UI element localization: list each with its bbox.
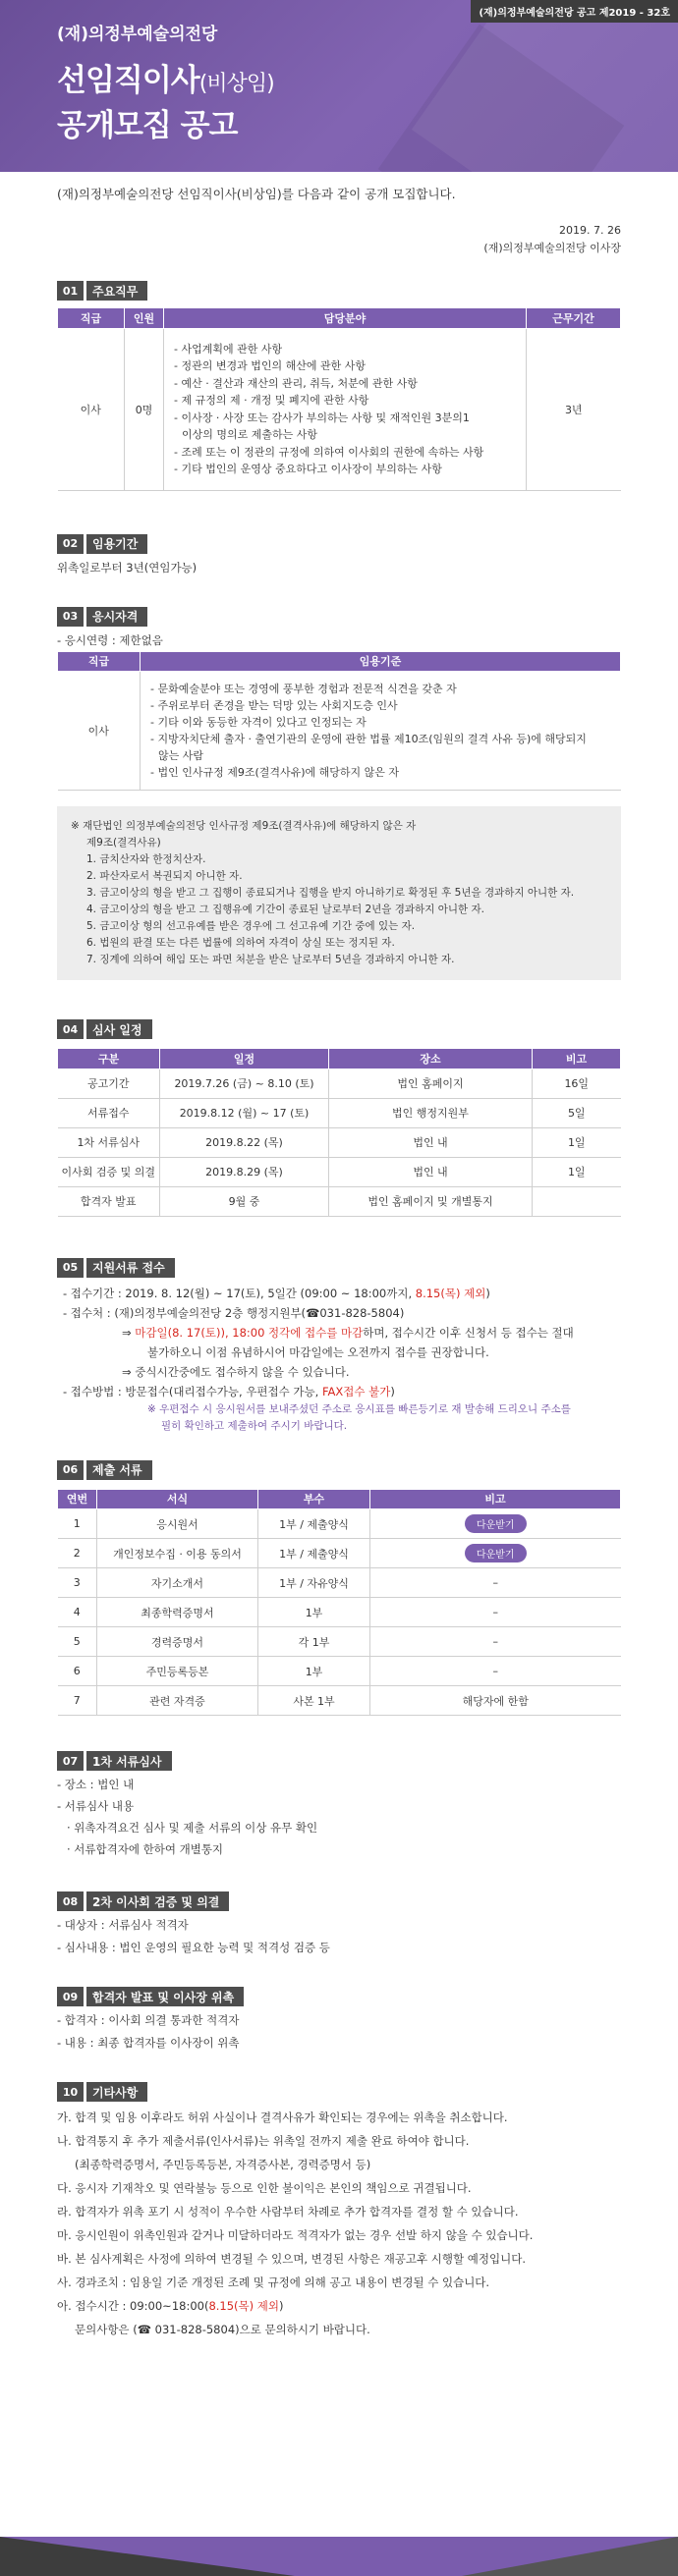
table-cell: 1부 xyxy=(258,1598,370,1627)
decor-shape xyxy=(0,2537,295,2576)
table-cell: 1부 / 자유양식 xyxy=(258,1568,370,1598)
col-header: 비고 xyxy=(533,1049,621,1069)
list-item: 라. 합격자가 위촉 포기 시 성적이 우수한 사람부터 차례로 추가 합격자를 결정 할 수 있습니다. xyxy=(57,2205,519,2219)
table-cell: 각 1부 xyxy=(258,1627,370,1657)
list-item: 4. 금고이상의 형을 받고 그 집행유예 기간이 종료된 날로부터 2년을 경과하지 아니한 자. xyxy=(86,904,484,915)
notice-date: 2019. 7. 26 xyxy=(559,224,621,237)
title-main: 선임직이사 xyxy=(57,63,199,98)
list-item: (최종학력증명서, 주민등록등본, 자격증사본, 경력증명서 등) xyxy=(75,2158,371,2171)
section-number: 04 xyxy=(57,1019,84,1039)
arrow: ⇒ xyxy=(122,1325,136,1340)
table-cell: 법인 행정지원부 xyxy=(329,1098,533,1127)
section-qualification xyxy=(0,607,678,981)
mail-note: ※ 우편접수 시 응시원서를 보내주셨던 주소로 응시표를 빠른등기로 재 발송해 드리오니 주소를 xyxy=(147,1402,571,1415)
section-title: 심사 일정 xyxy=(86,1019,152,1039)
section-title: 1차 서류심사 xyxy=(86,1751,172,1771)
section-number: 03 xyxy=(57,607,84,627)
table-cell: 2019.8.29 (목) xyxy=(160,1157,329,1186)
cell-rank: 이사 xyxy=(58,672,141,791)
footer-bar xyxy=(0,2537,678,2576)
table-row xyxy=(58,1098,621,1127)
deadline-emphasis: 마감일(8. 17(토)), 18:00 정각에 접수를 마감 xyxy=(135,1325,364,1340)
age-text: - 응시연령 : 제한없음 xyxy=(57,632,163,647)
table-cell: 4 xyxy=(58,1598,97,1627)
list-item: · 위촉자격요건 심사 및 제출 서류의 이상 유무 확인 xyxy=(67,1821,318,1835)
duty-list xyxy=(168,333,522,486)
section-number: 06 xyxy=(57,1460,84,1480)
table-cell: 관련 자격증 xyxy=(97,1686,258,1716)
section-title: 2차 이사회 검증 및 의결 xyxy=(86,1891,229,1911)
table-row xyxy=(58,672,621,791)
col-header: 임용기준 xyxy=(141,652,621,672)
list-item: 이상의 명의로 제출하는 사항 xyxy=(182,428,318,441)
table-row xyxy=(58,1568,621,1598)
table-cell: 1부 / 제출양식 xyxy=(258,1509,370,1539)
col-header: 연번 xyxy=(58,1490,97,1509)
table-cell: 최종학력증명서 xyxy=(97,1598,258,1627)
section-term xyxy=(0,534,678,577)
misc-body xyxy=(57,2106,621,2341)
contact-note: 문의사항은 (☎ 031-828-5804)으로 문의하시기 바랍니다. xyxy=(75,2323,370,2336)
date-block xyxy=(57,222,621,257)
table-row xyxy=(58,1686,621,1716)
col-header: 부수 xyxy=(258,1490,370,1509)
signer: (재)의정부예술의전당 이사장 xyxy=(483,242,621,254)
section-number: 07 xyxy=(57,1751,84,1771)
section-duties xyxy=(0,281,678,491)
disqualification-note xyxy=(57,806,621,980)
section-header xyxy=(57,1751,621,1771)
table-cell: 응시원서 xyxy=(97,1509,258,1539)
table-cell: 개인정보수집 · 이용 동의서 xyxy=(97,1539,258,1568)
table-row xyxy=(58,328,621,490)
documents-table xyxy=(57,1490,621,1717)
col-header: 직급 xyxy=(58,652,141,672)
table-row xyxy=(58,1598,621,1627)
cell-rank: 이사 xyxy=(58,328,125,490)
section-header xyxy=(57,1460,621,1480)
list-item: 7. 징계에 의하여 해임 또는 파면 처분을 받은 날로부터 5년을 경과하지 아니한 자. xyxy=(86,954,455,965)
table-cell: 자기소개서 xyxy=(97,1568,258,1598)
list-item: - 합격자 : 이사회 의결 통과한 적격자 xyxy=(57,2013,240,2027)
list-item: 사. 경과조치 : 임용일 기준 개정된 조례 및 규정에 의해 공고 내용이 변경될 수 있습니다. xyxy=(57,2275,490,2289)
col-header: 비고 xyxy=(370,1490,621,1509)
announcement-body xyxy=(57,2009,621,2055)
list-item: - 이사장 · 사장 또는 감사가 부의하는 사항 및 재적인원 3분의1 xyxy=(174,411,470,424)
table-cell: 이사회 검증 및 의결 xyxy=(58,1157,160,1186)
table-cell: 1부 xyxy=(258,1657,370,1686)
criteria-list xyxy=(144,676,617,786)
table-cell: 7 xyxy=(58,1686,97,1716)
note-title: ※ 재단법인 의정부예술의전당 인사규정 제9조(결격사유)에 해당하지 않은 자 xyxy=(71,820,417,832)
download-button[interactable]: 다운받기 xyxy=(465,1514,527,1533)
cell-period: 3년 xyxy=(527,328,621,490)
col-header: 인원 xyxy=(125,308,164,328)
col-header: 담당분야 xyxy=(164,308,527,328)
table-cell: 법인 내 xyxy=(329,1157,533,1186)
section-number: 01 xyxy=(57,281,84,301)
section-header xyxy=(57,1258,621,1278)
section-documents xyxy=(0,1460,678,1717)
list-item: 1. 금치산자와 한정치산자. xyxy=(86,853,206,865)
section-first-review xyxy=(0,1751,678,1860)
table-cell: – xyxy=(370,1627,621,1657)
list-item xyxy=(57,2294,621,2318)
section-application xyxy=(0,1258,678,1435)
col-header: 서식 xyxy=(97,1490,258,1509)
lunch-note: ⇒ 중식시간중에도 접수하지 않을 수 있습니다. xyxy=(122,1364,350,1379)
table-cell: 해당자에 한함 xyxy=(370,1686,621,1716)
org-name: (재)의정부예술의전당 xyxy=(57,25,218,44)
table-cell: – xyxy=(370,1598,621,1627)
section-number: 05 xyxy=(57,1258,84,1278)
list-item: - 서류심사 내용 xyxy=(57,1799,135,1813)
col-header: 구분 xyxy=(58,1049,160,1069)
section-header xyxy=(57,1019,621,1039)
section-header xyxy=(57,607,621,627)
term-text: 위촉일로부터 3년(연임가능) xyxy=(57,560,198,575)
deadline-note-2: 불가하오니 이점 유념하시어 마감일에는 오전까지 접수를 권장합니다. xyxy=(147,1344,489,1359)
list-item: - 법인 인사규정 제9조(결격사유)에 해당하지 않은 자 xyxy=(150,766,400,779)
list-item: - 정관의 변경과 법인의 해산에 관한 사항 xyxy=(174,359,366,372)
section-header xyxy=(57,281,621,301)
hours-exception: 8.15(목) 제외 xyxy=(208,2299,280,2313)
table-cell: 2 xyxy=(58,1539,97,1568)
board-review-body xyxy=(57,1914,621,1959)
hours-text: 아. 접수시간 : 09:00~18:00( xyxy=(57,2299,209,2313)
col-header: 직급 xyxy=(58,308,125,328)
table-cell: 1일 xyxy=(533,1157,621,1186)
table-cell: 2019.8.22 (목) xyxy=(160,1127,329,1157)
note-subtitle: 제9조(결격사유) xyxy=(86,837,161,849)
list-item: - 심사내용 : 법인 운영의 필요한 능력 및 적격성 검증 등 xyxy=(57,1941,330,1954)
section-header xyxy=(57,1891,621,1911)
section-board-review xyxy=(0,1891,678,1959)
list-item: - 문화예술분야 또는 경영에 풍부한 경험과 전문적 식견을 갖춘 자 xyxy=(150,683,457,695)
table-cell: 6 xyxy=(58,1657,97,1686)
table-cell: 5 xyxy=(58,1627,97,1657)
table-cell: 사본 1부 xyxy=(258,1686,370,1716)
table-cell: 1부 / 제출양식 xyxy=(258,1539,370,1568)
list-item: 5. 금고이상 형의 선고유예를 받은 경우에 그 선고유예 기간 중에 있는 자. xyxy=(86,920,416,932)
cell-count: 0명 xyxy=(125,328,164,490)
list-item: - 조례 또는 이 정관의 규정에 의하여 이사회의 권한에 속하는 사항 xyxy=(174,445,484,459)
list-item: - 기타 이와 동등한 자격이 있다고 인정되는 자 xyxy=(150,716,367,729)
table-cell: – xyxy=(370,1657,621,1686)
list-item: - 대상자 : 서류심사 적격자 xyxy=(57,1918,189,1932)
list-item: 않는 사람 xyxy=(158,749,204,762)
section-title: 주요직무 xyxy=(86,281,147,301)
section-announcement xyxy=(0,1987,678,2055)
table-cell: 2019.7.26 (금) ~ 8.10 (토) xyxy=(160,1069,329,1098)
section-header xyxy=(57,1987,621,2006)
list-item: 마. 응시인원이 위촉인원과 같거나 미달하더라도 적격자가 없는 경우 선발 하지 않을 수 있습니다. xyxy=(57,2228,534,2242)
section-title: 기타사항 xyxy=(86,2082,147,2102)
deadline-note xyxy=(57,1323,621,1343)
list-item: - 장소 : 법인 내 xyxy=(57,1778,135,1791)
table-cell: 3 xyxy=(58,1568,97,1598)
list-item: - 기타 법인의 운영상 중요하다고 이사장이 부의하는 사항 xyxy=(174,463,442,475)
list-item: - 주위로부터 존경을 받는 덕망 있는 사회지도층 인사 xyxy=(150,699,398,712)
table-cell: 공고기간 xyxy=(58,1069,160,1098)
header-banner xyxy=(0,0,678,172)
application-method xyxy=(57,1382,621,1401)
download-button[interactable]: 다운받기 xyxy=(465,1544,527,1562)
table-cell: 주민등록등본 xyxy=(97,1657,258,1686)
table-cell: 법인 홈페이지 및 개별통지 xyxy=(329,1186,533,1216)
section-header xyxy=(57,2082,621,2102)
section-title: 응시자격 xyxy=(86,607,147,627)
section-title: 합격자 발표 및 이사장 위촉 xyxy=(86,1987,244,2006)
table-row xyxy=(58,1509,621,1539)
table-cell: 경력증명서 xyxy=(97,1627,258,1657)
table-cell: 1 xyxy=(58,1509,97,1539)
table-cell xyxy=(370,1539,621,1568)
section-number: 02 xyxy=(57,534,84,554)
table-cell xyxy=(370,1509,621,1539)
list-item: 바. 본 심사계획은 사정에 의하여 변경될 수 있으며, 변경된 사항은 재공고후 시행할 예정입니다. xyxy=(57,2252,526,2266)
table-cell: 1일 xyxy=(533,1127,621,1157)
decor-shape xyxy=(462,2537,678,2576)
cell-duties xyxy=(164,328,527,490)
application-place: - 접수처 : (재)의정부예술의전당 2층 행정지원부(☎031-828-5804) xyxy=(63,1305,405,1320)
table-cell: 9월 중 xyxy=(160,1186,329,1216)
list-item: · 서류합격자에 한하여 개별통지 xyxy=(67,1842,224,1856)
table-cell xyxy=(533,1186,621,1216)
col-header: 근무기간 xyxy=(527,308,621,328)
list-item: 다. 응시자 기재착오 및 연락불능 등으로 인한 불이익은 본인의 책임으로 귀결됩니다. xyxy=(57,2181,472,2195)
fax-not-allowed: FAX접수 불가 xyxy=(321,1384,391,1398)
section-title: 제출 서류 xyxy=(86,1460,152,1480)
section-misc xyxy=(0,2082,678,2341)
table-row xyxy=(58,1069,621,1098)
list-item: 가. 합격 및 임용 이후라도 허위 사실이나 결격사유가 확인되는 경우에는 위촉을 취소합니다. xyxy=(57,2110,508,2124)
section-title: 임용기간 xyxy=(86,534,147,554)
table-cell: 법인 홈페이지 xyxy=(329,1069,533,1098)
deadline-text: 하며, 접수시간 이후 신청서 등 접수는 절대 xyxy=(363,1325,574,1340)
table-cell: 16일 xyxy=(533,1069,621,1098)
list-item: - 제 규정의 제 · 개정 및 폐지에 관한 사항 xyxy=(174,394,369,407)
mail-note-2: 필히 확인하고 제출하여 주시기 바랍니다. xyxy=(161,1419,348,1432)
table-cell: 1차 서류심사 xyxy=(58,1127,160,1157)
table-row xyxy=(58,1157,621,1186)
list-item: - 지방자치단체 출자 · 출연기관의 운영에 관한 법률 제10조(임원의 결격 사유 등)에 해당되지 xyxy=(150,733,587,745)
table-cell: 5일 xyxy=(533,1098,621,1127)
page-title xyxy=(57,55,274,99)
list-item: - 내용 : 최종 합격자를 이사장이 위촉 xyxy=(57,2036,240,2050)
list-item: - 사업계획에 관한 사항 xyxy=(174,342,283,356)
section-schedule xyxy=(0,1019,678,1217)
schedule-table xyxy=(57,1049,621,1217)
list-item: 2. 파산자로서 복권되지 아니한 자. xyxy=(86,870,243,882)
table-cell: 2019.8.12 (월) ~ 17 (토) xyxy=(160,1098,329,1127)
first-review-body xyxy=(57,1774,621,1860)
table-cell: 서류접수 xyxy=(58,1098,160,1127)
page-title-line2: 공개모집 공고 xyxy=(57,108,238,143)
title-sub: (비상임) xyxy=(198,72,274,96)
list-item: 나. 합격통지 후 추가 제출서류(인사서류)는 위촉일 전까지 제출 완료 하여야 합니다. xyxy=(57,2134,470,2148)
section-number: 10 xyxy=(57,2082,84,2102)
table-row xyxy=(58,1627,621,1657)
qualification-table xyxy=(57,652,621,792)
table-row xyxy=(58,1539,621,1568)
method-text: - 접수방법 : 방문접수(대리접수가능, 우편접수 가능, xyxy=(63,1384,322,1398)
table-row xyxy=(58,1186,621,1216)
table-cell: – xyxy=(370,1568,621,1598)
duties-table xyxy=(57,308,621,491)
list-item: 3. 금고이상의 형을 받고 그 집행이 종료되거나 집행을 받지 아니하기로 확정된 후 5년을 경과하지 아니한 자. xyxy=(86,887,575,899)
section-number: 09 xyxy=(57,1987,84,2006)
table-cell: 법인 내 xyxy=(329,1127,533,1157)
application-period xyxy=(57,1284,621,1303)
method-close: ) xyxy=(390,1384,395,1398)
list-item: 6. 법원의 판결 또는 다른 법률에 의하여 자격이 상실 또는 정지된 자. xyxy=(86,937,395,949)
col-header: 장소 xyxy=(329,1049,533,1069)
section-number: 08 xyxy=(57,1891,84,1911)
intro xyxy=(0,185,678,257)
table-row xyxy=(58,1127,621,1157)
period-close: ) xyxy=(485,1286,490,1300)
table-row xyxy=(58,1657,621,1686)
cell-criteria xyxy=(141,672,621,791)
period-text: - 접수기간 : 2019. 8. 12(월) ~ 17(토), 5일간 (09:00 ~ 18:00까지, xyxy=(63,1286,416,1300)
hours-close: ) xyxy=(279,2299,284,2313)
period-exception: 8.15(목) 제외 xyxy=(415,1286,486,1300)
section-title: 지원서류 접수 xyxy=(86,1258,175,1278)
intro-text: (재)의정부예술의전당 선임직이사(비상임)를 다음과 같이 공개 모집합니다. xyxy=(57,187,456,201)
col-header: 일정 xyxy=(160,1049,329,1069)
list-item: - 예산 · 결산과 재산의 관리, 취득, 처분에 관한 사항 xyxy=(174,376,418,390)
table-cell: 합격자 발표 xyxy=(58,1186,160,1216)
notice-number-tag: (재)의정부예술의전당 공고 제2019 - 32호 xyxy=(471,0,678,23)
section-header xyxy=(57,534,621,554)
